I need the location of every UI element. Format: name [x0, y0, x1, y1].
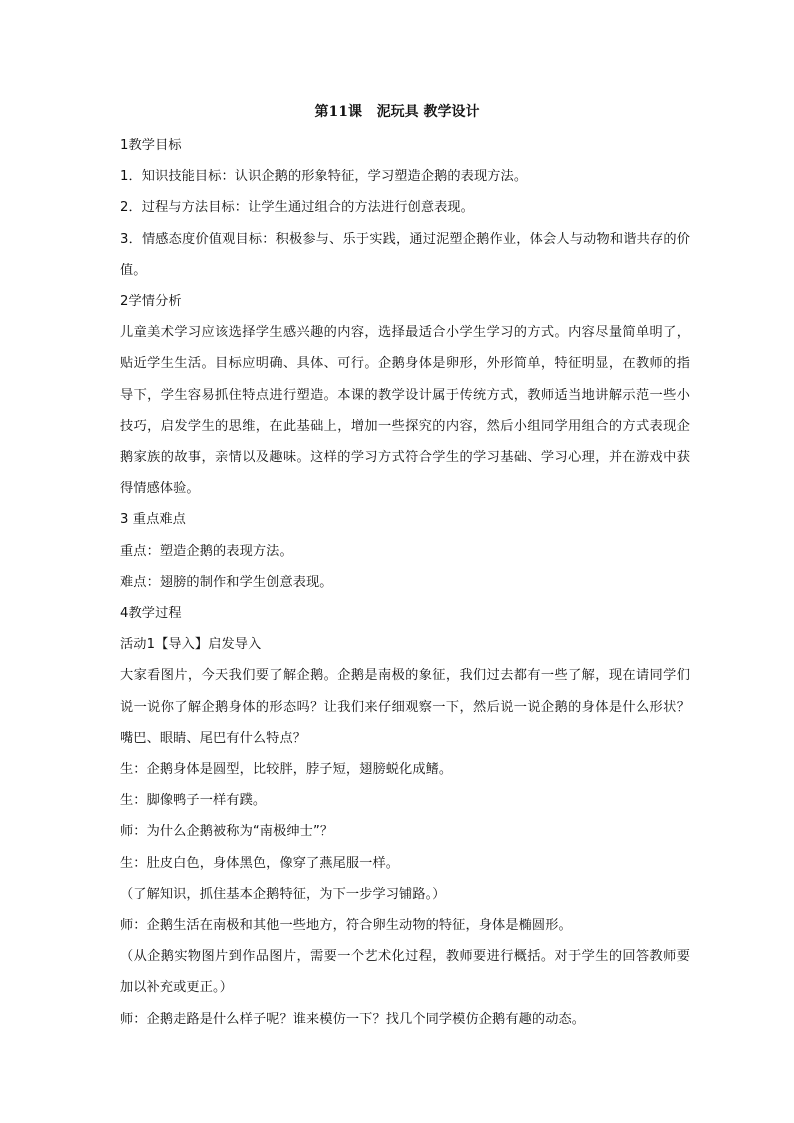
section-heading-objectives: 1教学目标 [120, 138, 182, 153]
activity-heading: 活动1【导入】启发导入 [120, 637, 262, 653]
section-heading-key-points: 3 重点难点 [120, 512, 186, 528]
dialogue-line: 生：脚像鸭子一样有蹼。 [120, 793, 267, 809]
key-point: 重点：塑造企鹅的表现方法。 [120, 543, 293, 559]
difficult-point: 难点：翅膀的制作和学生创意表现。 [120, 574, 333, 590]
analysis-paragraph: 儿童美术学习应该选择学生感兴趣的内容，选择最适合小学生学习的方式。内容尽量简单明了，贴近学生生活。目标应明确、具体、可行。企鹅身体是卵形，外形简单，特征明显，在教师的指导下，学生容易抓住特点进行塑造。本课的教学设计属于传统方式，教师适当地讲解示范一些小技巧，启发学生的思维，在此基础上，增加一些探究的内容，然后小组同学用组合的方式表现企鹅家族的故事，亲情以及趣味。这样的学习方式符合学生的学习基础、学习心理，并在游戏中获得情感体验。 [120, 325, 690, 497]
objective-process: 2．过程与方法目标：让学生通过组合的方法进行创意表现。 [120, 200, 474, 216]
dialogue-line: 师：为什么企鹅被称为“南极绅士”？ [120, 824, 334, 840]
objective-knowledge: 1．知识技能目标：认识企鹅的形象特征，学习塑造企鹅的表现方法。 [120, 169, 528, 185]
teaching-note: （了解知识，抓住基本企鹅特征，为下一步学习铺路。） [120, 886, 446, 902]
intro-paragraph: 大家看图片，今天我们要了解企鹅。企鹅是南极的象征，我们过去都有一些了解，现在请同学们说一说你了解企鹅身体的形态吗？让我们来仔细观察一下，然后说一说企鹅的身体是什么形状？嘴巴、眼睛、尾巴有什么特点？ [120, 668, 690, 746]
section-heading-process: 4教学过程 [120, 606, 182, 622]
document-title: 第11课 泥玩具 教学设计 [314, 104, 480, 120]
document-body [120, 130, 690, 1035]
objective-emotion: 3．情感态度价值观目标：积极参与、乐于实践，通过泥塑企鹅作业，体会人与动物和谐共存的价值。 [120, 231, 690, 278]
teaching-note: （从企鹅实物图片到作品图片，需要一个艺术化过程，教师要进行概括。对于学生的回答教师要加以补充或更正。） [120, 949, 690, 996]
dialogue-line: 师：企鹅生活在南极和其他一些地方，符合卵生动物的特征，身体是椭圆形。 [120, 918, 572, 934]
dialogue-line: 生：肚皮白色，身体黑色，像穿了燕尾服一样。 [120, 855, 400, 871]
dialogue-line: 生：企鹅身体是圆型，比较胖，脖子短，翅膀蜕化成鳍。 [120, 762, 453, 778]
dialogue-line: 师：企鹅走路是什么样子呢？谁来模仿一下？找几个同学模仿企鹅有趣的动态。 [120, 1011, 586, 1027]
section-heading-analysis: 2学情分析 [120, 294, 182, 310]
